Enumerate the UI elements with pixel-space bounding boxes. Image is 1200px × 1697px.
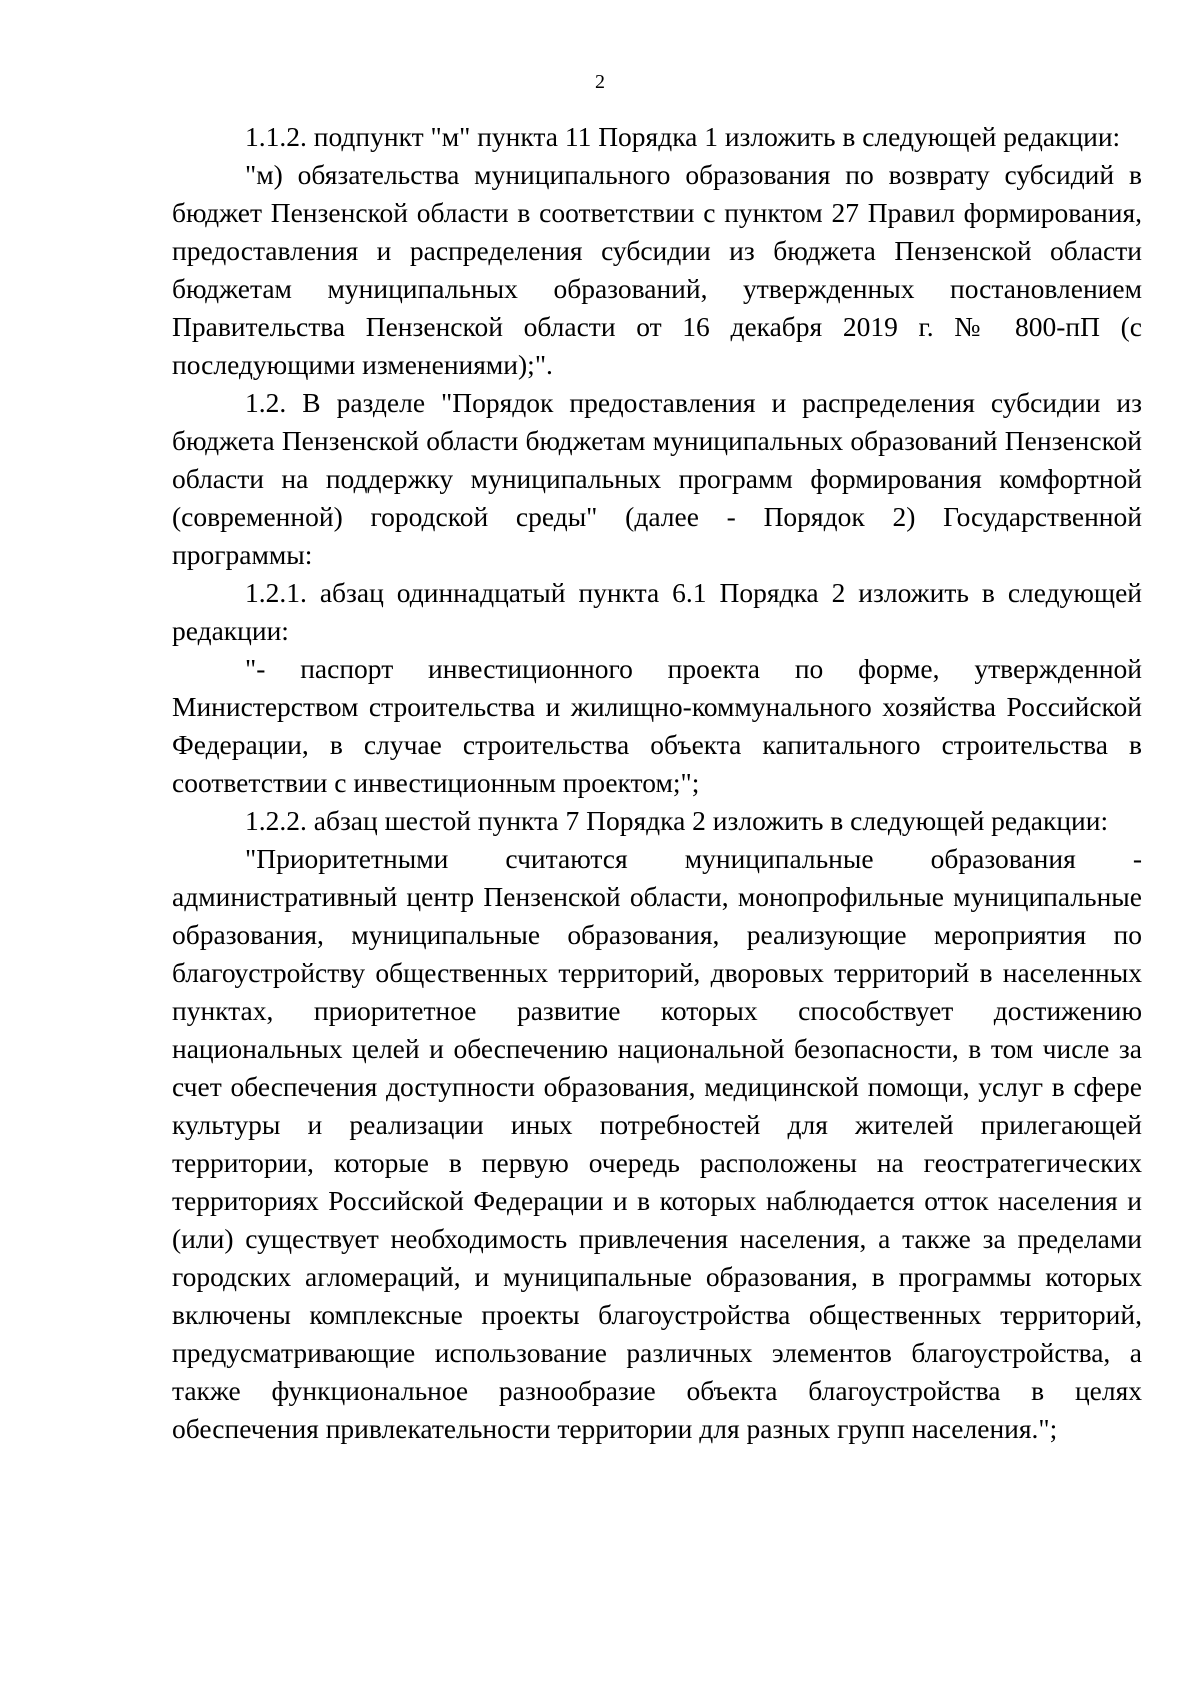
paragraph-quote-passport: "- паспорт инвестиционного проекта по форме, утвержденной Министерством строительства и жилищно-коммунального хозяйства Российской Федерации, в случае строительства объекта капитального строительства в соответствии с инвестиционным проектом;"; xyxy=(172,653,1142,798)
paragraph-quote-m: "м) обязательства муниципального образования по возврату субсидий в бюджет Пензенской области в соответствии с пунктом 27 Правил формирования, предоставления и распределения субсидии из бюджета Пензенской области бюджетам муниципальных образований, утвержденных постановлением Правительства Пензенской области от 16 декабря 2019 г. № 800-пП (с последующими изменениями);". xyxy=(172,159,1142,380)
paragraph-1-2-2: 1.2.2. абзац шестой пункта 7 Порядка 2 изложить в следующей редакции: xyxy=(245,805,1109,836)
paragraph-1-2-1: 1.2.1. абзац одиннадцатый пункта 6.1 Порядка 2 изложить в следующей редакции: xyxy=(172,577,1142,646)
paragraph-1-1-2: 1.1.2. подпункт "м" пункта 11 Порядка 1 изложить в следующей редакции: xyxy=(245,121,1121,152)
page-number: 2 xyxy=(595,71,605,93)
paragraph-quote-priority: "Приоритетными считаются муниципальные образования - административный центр Пензенской области, монопрофильные муниципальные образования, муниципальные образования, реализующие мероприятия по благоустройству общественных территорий, дворовых территорий в населенных пунктах, приоритетное развитие которых способствует достижению национальных целей и обеспечению национальной безопасности, в том числе за счет обеспечения доступности образования, медицинской помощи, услуг в сфере культуры и реализации иных потребностей для жителей прилегающей территории, которые в первую очередь расположены на геостратегических территориях Российской Федерации и в которых наблюдается отток населения и (или) существует необходимость привлечения населения, а также за пределами городских агломераций, и муниципальные образования, в программы которых включены комплексные проекты благоустройства общественных территорий, предусматривающие использование различных элементов благоустройства, а также функциональное разнообразие объекта благоустройства в целях обеспечения привлекательности территории для разных групп населения."; xyxy=(172,843,1142,1444)
paragraph-1-2: 1.2. В разделе "Порядок предоставления и распределения субсидии из бюджета Пензенской области бюджетам муниципальных образований Пензенской области на поддержку муниципальных программ формирования комфортной (современной) городской среды" (далее - Порядок 2) Государственной программы: xyxy=(172,387,1142,570)
document-body xyxy=(172,118,1142,1448)
